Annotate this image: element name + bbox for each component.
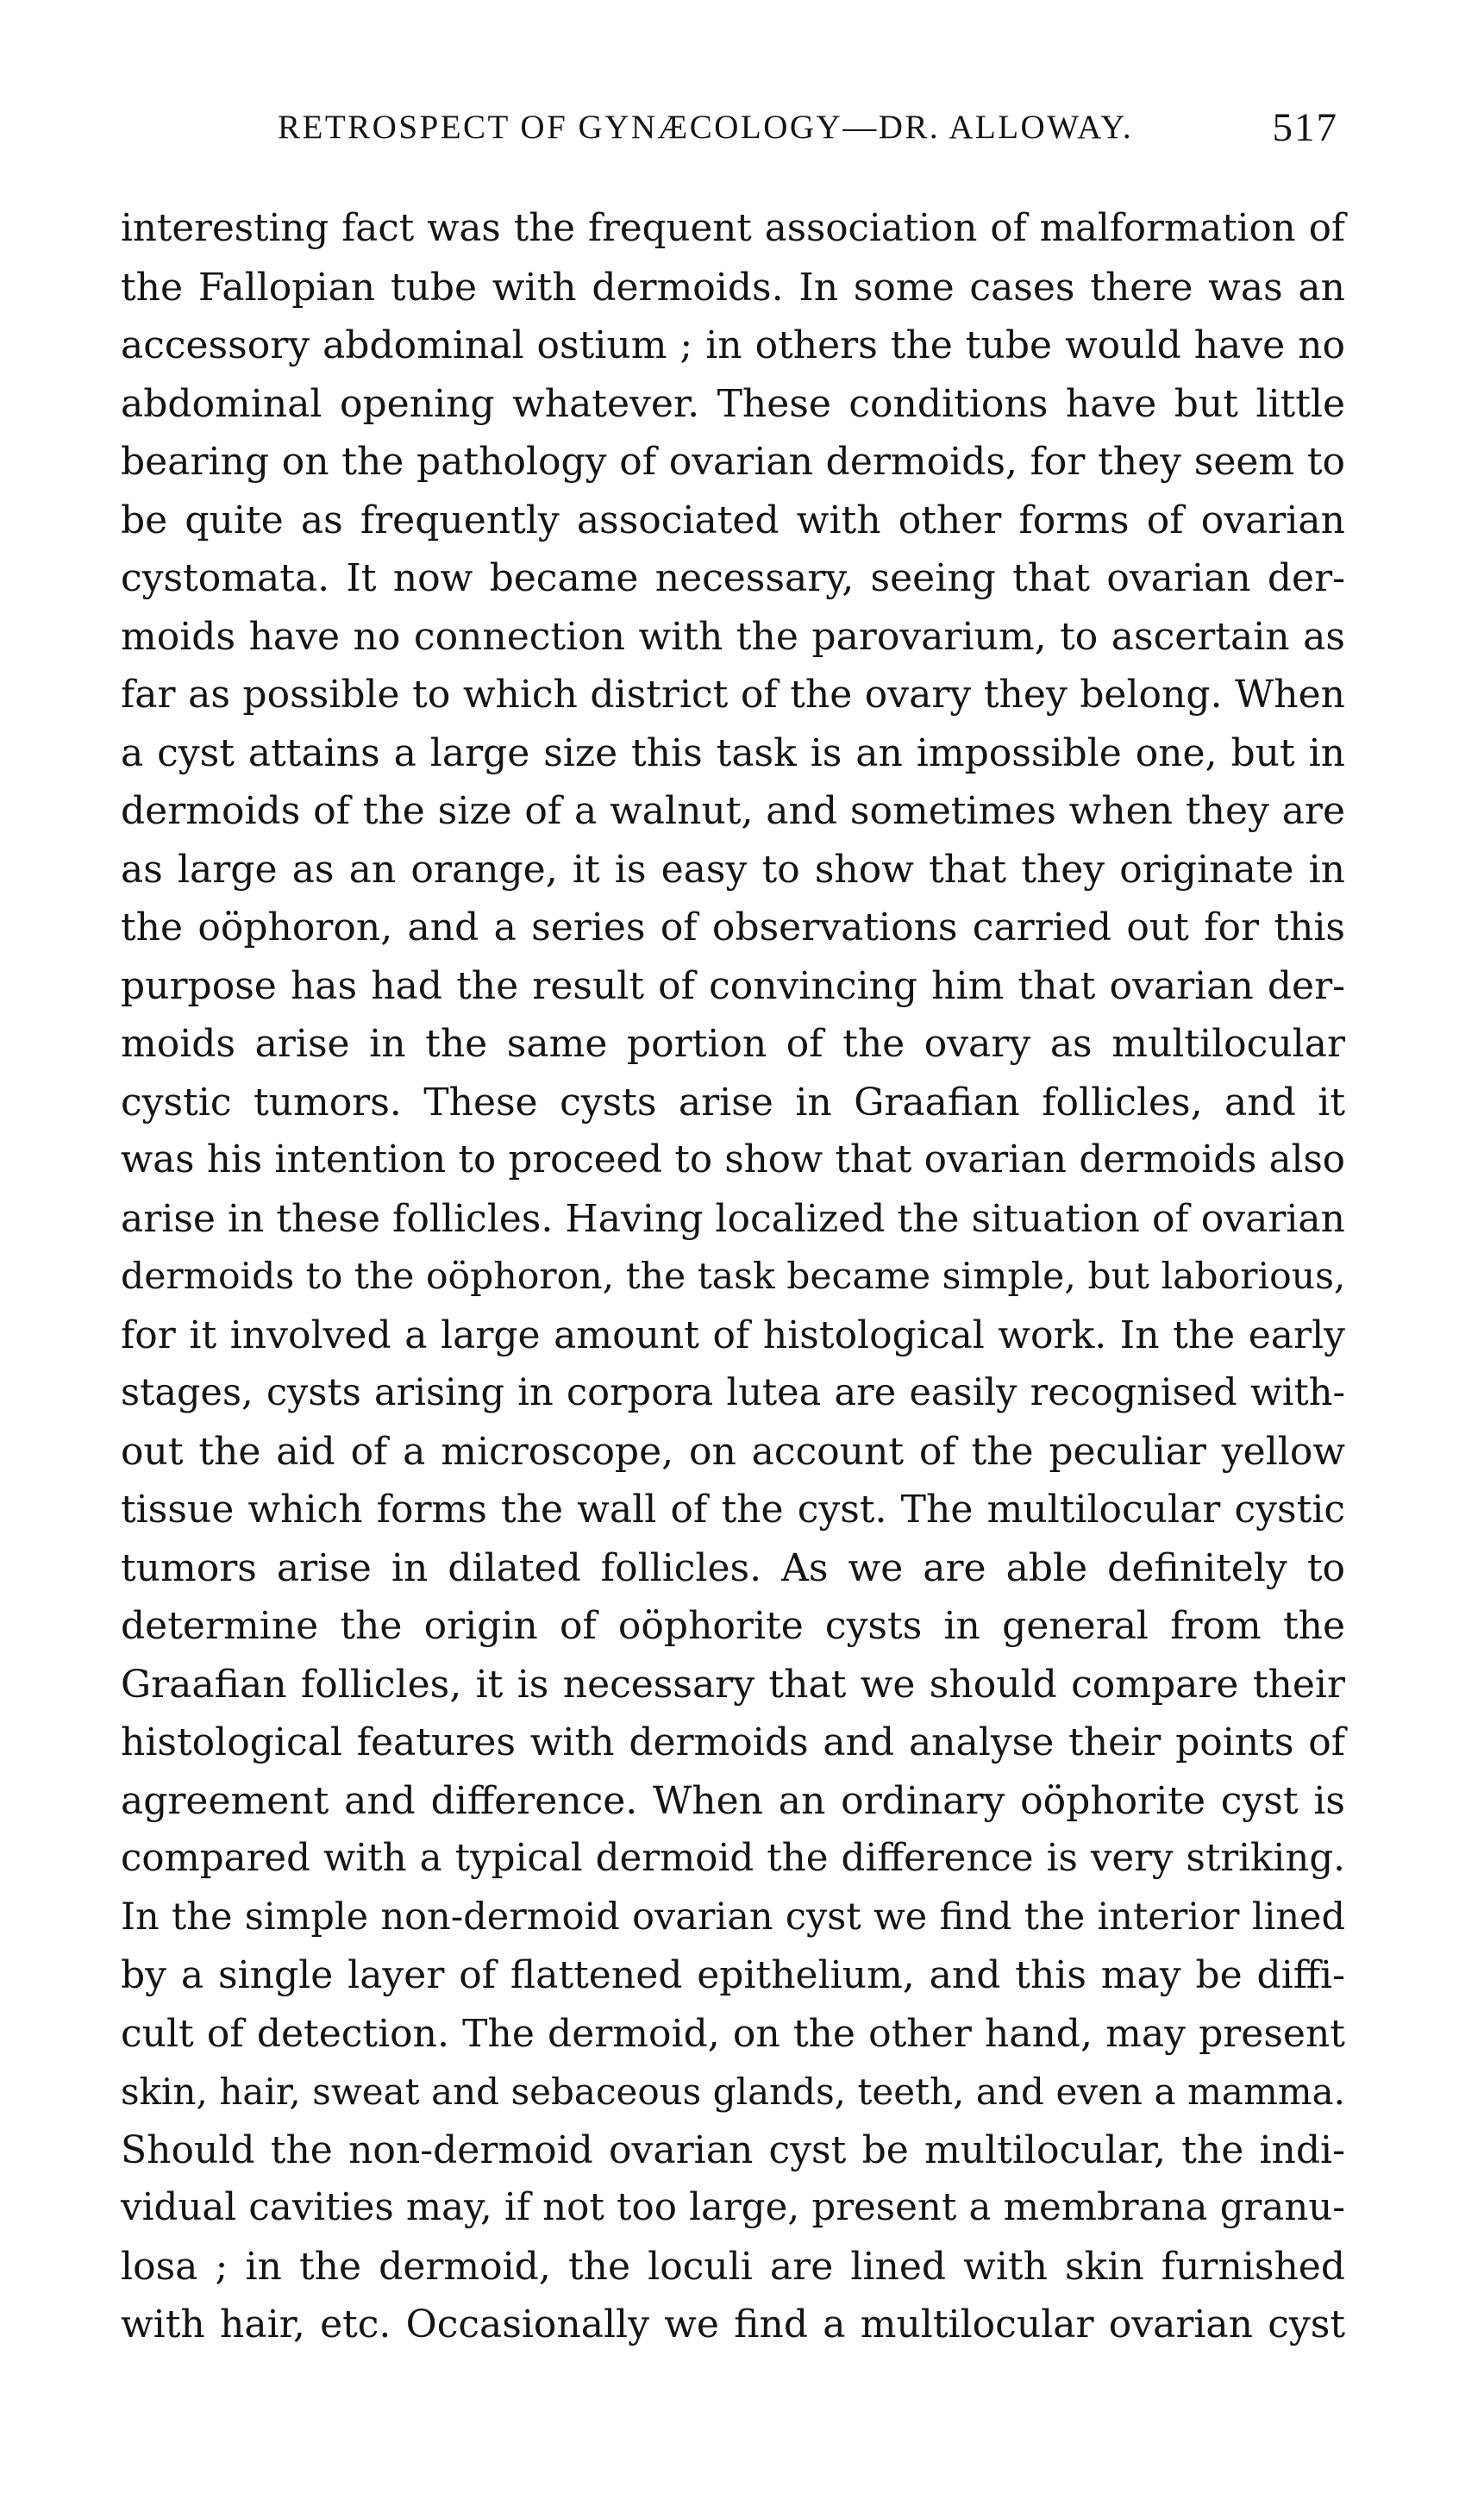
- text-line: cystic tumors. These cysts arise in Graafian follicles, and it: [121, 1080, 1345, 1125]
- running-head: [278, 102, 1338, 154]
- text-line: cult of detection. The dermoid, on the other hand, may present: [121, 2011, 1345, 2056]
- text-line: compared with a typical dermoid the difference is very striking.: [121, 1837, 1345, 1880]
- text-line: arise in these follicles. Having localized the situation of ovarian: [121, 1196, 1345, 1241]
- text-line: purpose has had the result of convincing him that ovarian der-: [121, 963, 1345, 1008]
- text-line: a cyst attains a large size this task is an impossible one, but in: [121, 730, 1345, 775]
- text-line: moids have no connection with the parovarium, to ascertain as: [121, 614, 1345, 659]
- running-title: RETROSPECT OF GYNÆCOLOGY—DR. ALLOWAY.: [278, 109, 1134, 146]
- page-number: 517: [1272, 105, 1338, 150]
- text-line: skin, hair, sweat and sebaceous glands, teeth, and even a mamma.: [121, 2071, 1345, 2113]
- text-line: In the simple non-dermoid ovarian cyst we find the interior lined: [121, 1895, 1345, 1939]
- text-line: was his intention to proceed to show that ovarian dermoids also: [121, 1138, 1345, 1181]
- text-line: cystomata. It now became necessary, seeing that ovarian der-: [121, 556, 1345, 600]
- text-line: bearing on the pathology of ovarian dermoids, for they seem to: [121, 440, 1345, 484]
- text-line: out the aid of a microscope, on account of the peculiar yellow: [121, 1429, 1345, 1474]
- text-line: Graafian follicles, it is necessary that we should compare their: [121, 1662, 1345, 1707]
- text-line: be quite as frequently associated with other forms of ovarian: [121, 498, 1345, 542]
- text-line: with hair, etc. Occasionally we find a multilocular ovarian cyst: [121, 2303, 1345, 2346]
- text-line: tumors arise in dilated follicles. As we are able definitely to: [121, 1545, 1345, 1590]
- text-line: Should the non-dermoid ovarian cyst be multilocular, the indi-: [121, 2127, 1345, 2172]
- text-line: interesting fact was the frequent association of malformation of: [121, 207, 1345, 250]
- text-line: for it involved a large amount of histological work. In the early: [121, 1313, 1345, 1357]
- text-line: abdominal opening whatever. These conditions have but little: [121, 381, 1345, 426]
- text-line: accessory abdominal ostium ; in others the tube would have no: [121, 323, 1345, 367]
- text-line: determine the origin of oöphorite cysts in general from the: [121, 1604, 1345, 1648]
- body-text: [121, 200, 1345, 2354]
- text-line: losa ; in the dermoid, the loculi are lined with skin furnished: [121, 2244, 1345, 2289]
- text-line: histological features with dermoids and analyse their points of: [121, 1720, 1345, 1764]
- text-line: vidual cavities may, if not too large, present a membrana granu-: [121, 2186, 1345, 2229]
- text-line: as large as an orange, it is easy to show that they originate in: [121, 847, 1345, 892]
- text-line: moids arise in the same portion of the ovary as multilocular: [121, 1022, 1345, 1066]
- text-line: tissue which forms the wall of the cyst. The multilocular cystic: [121, 1488, 1345, 1532]
- text-line: by a single layer of flattened epithelium, and this may be diffi-: [121, 1953, 1345, 1997]
- text-line: stages, cysts arising in corpora lutea are easily recognised with-: [121, 1371, 1345, 1414]
- text-line: dermoids to the oöphoron, the task became simple, but laborious,: [121, 1256, 1346, 1298]
- text-line: dermoids of the size of a walnut, and sometimes when they are: [121, 789, 1345, 833]
- text-line: the Fallopian tube with dermoids. In some cases there was an: [121, 265, 1345, 310]
- text-line: far as possible to which district of the ovary they belong. When: [121, 673, 1345, 717]
- text-line: the oöphoron, and a series of observations carried out for this: [121, 905, 1345, 949]
- text-line: agreement and difference. When an ordinary oöphorite cyst is: [121, 1778, 1345, 1823]
